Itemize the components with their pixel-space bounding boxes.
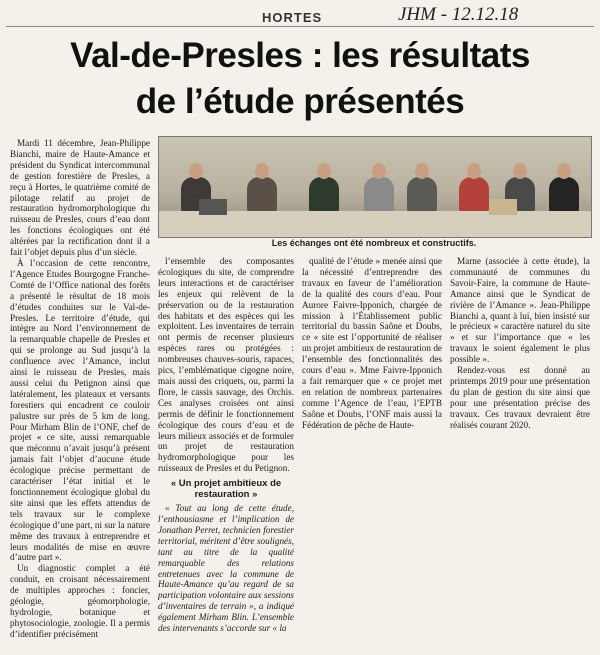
paragraph: « Tout au long de cette étude, l’enthousiasme et l’implication de Jonathan Perret, technicien forestier territorial, méritent d’être soulignés, tant au titre de la qualité remarquable des relations entretenues avec la commune de Haute-Amance qu’au regard de sa participation volontaire aux sessions d’inventaires de terrain », a indiqué également Mirham Blin. L’ensemble des intervenants s’accorde sur « la xyxy=(158,503,294,634)
person-figure xyxy=(549,177,579,213)
person-head xyxy=(255,163,269,179)
article-column-3 xyxy=(302,256,442,486)
person-figure xyxy=(247,177,277,213)
section-label: HORTES xyxy=(262,10,323,25)
paragraph: À l’occasion de cette rencontre, l’Agence Etudes Bourgogne Franche-Comté de l’Office national des forêts a présenté le résultat de 18 mois d’études conduites sur le Val-de-Presles. Le territoire d’étude, qui intègre au Nord l’environnement de la remarquable chapelle de Presles et qui se prolonge au Sud jusqu’à la confluence avec l’Amance, inclut ainsi le ruisseau de Presles, mais aussi celui du Petignon ainsi que latéralement, les plateaux et versants forestiers qui encadrent ce couloir palustre sur près de 5 km de long. Pour Mirham Blin de l’ONF, chef de projet « ce site, aussi remarquable que méconnu n’avait jusqu’à présent jamais fait l’objet d’aucune étude écologique précise permettant de caractériser l’état initial et le fonctionnement écologique global du site ainsi que les effets attendus de tels travaux sur le complexe écologique d’une part, ni sur la nature même des travaux à entreprendre et leurs modalités de mise en œuvre d’autre part ». xyxy=(10,257,150,563)
article-column-4 xyxy=(450,256,590,486)
paragraph: Rendez-vous est donné au printemps 2019 pour une présentation du plan de gestion du site ainsi que pour une présentation précise des travaux. Ces travaux devraient être réalisés courant 2020. xyxy=(450,365,590,430)
person-head xyxy=(189,163,203,179)
person-head xyxy=(372,163,386,179)
paragraph: Marne (associée à cette étude), la communauté de communes du Savoir-Faire, la commune de Haute-Amance ainsi que le Syndicat de rivière de l’Amance ». Jean-Philippe Bianchi a, quant à lui, bien insisté sur le précieux « caractère naturel du site » et sur l’importance que « les travaux le soient également le plus possible ». xyxy=(450,256,590,365)
subheading: « Un projet ambitieux de restauration » xyxy=(170,478,282,501)
article-column-2 xyxy=(158,256,294,646)
article-column-1 xyxy=(10,138,150,643)
headline-line-1: Val-de-Presles : les résultats xyxy=(70,36,530,75)
person-head xyxy=(557,163,571,179)
header-rule xyxy=(6,26,594,27)
meeting-photo xyxy=(158,136,592,238)
handwritten-date: JHM - 12.12.18 xyxy=(398,4,519,25)
person-figure xyxy=(407,177,437,213)
paragraph: Mardi 11 décembre, Jean-Philippe Bianchi, maire de Haute-Amance et président du Syndicat intercommunal de gestion forestière de Presles, a reçu à Hortes, le quatrième comité de pilotage relatif au projet de restauration hydromorphologique du ruisseau de Presles, cours d’eau dont les fonctions écologiques ont été altérées par la rectification dont il a fait l’objet depuis plus d’un siècle. xyxy=(10,138,150,258)
person-head xyxy=(513,163,527,179)
paragraph: Un diagnostic complet a été conduit, en croisant nécessairement de multiples approches : foncier, géologie, géomorphologie, hydrologie, botanique et phytosociologie, zoologie. Il a permis d’identifier précisément xyxy=(10,563,150,639)
paragraph: l’ensemble des composantes écologiques du site, de comprendre leurs interactions et de caractériser les enjeux qui relèvent de la préservation ou de la restauration des habitats et des espèces qui les exploitent. Les inventaires de terrain ont permis de recenser plusieurs espèces rares ou protégées : nombreuses chauves-souris, rapaces, pics, l’emblématique cigogne noire, mais aussi des criquets, ou, parmi la flore, le cassis sauvage, des Orchis. Ces analyses croisées ont ainsi permis de définir le fonctionnement écologique des cours d’eau et de leurs milieux associés et de formuler un projet de restauration hydromorphologique pour les ruisseaux de Presles et du Petignon. xyxy=(158,256,294,474)
person-figure xyxy=(364,177,394,213)
laptop xyxy=(489,199,517,215)
laptop xyxy=(199,199,227,215)
headline-line-2: de l’étude présentés xyxy=(135,82,465,121)
person-figure xyxy=(309,177,339,213)
person-figure xyxy=(459,177,489,213)
person-head xyxy=(317,163,331,179)
person-head xyxy=(467,163,481,179)
person-head xyxy=(415,163,429,179)
paragraph: qualité de l’étude » menée ainsi que la nécessité d’entreprendre des travaux en faveur de l’amélioration de la qualité des cours d’eau. Pour Aurore Faivre-Ipponich, chargée de mission à l’Établissement public territorial du bassin Saône et Doubs, ce « site est l’opportunité de réaliser un projet ambitieux de restauration de l’ensemble des fonctionnalités des cours d’eau ». Mme Faivre-Ipponich a fait remarquer que « ce projet met en relation de nombreux partenaires comme l’Agence de l’eau, l’EPTB Saône et Doubs, l’ONF mais aussi la Fédération de pêche de Haute- xyxy=(302,256,442,430)
photo-caption: Les échanges ont été nombreux et constructifs. xyxy=(271,238,477,248)
